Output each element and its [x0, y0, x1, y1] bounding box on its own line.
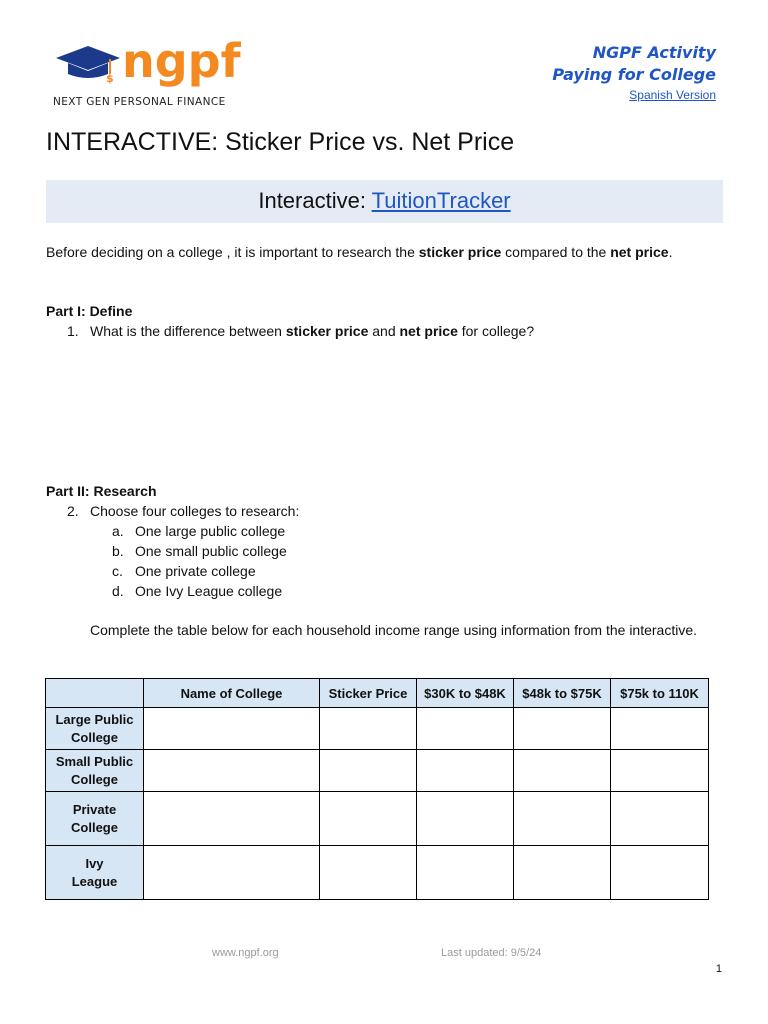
- page-number: 1: [715, 963, 722, 975]
- banner-prefix: Interactive:: [258, 188, 372, 213]
- part2-heading: Part II: Research: [46, 483, 157, 499]
- table-cell[interactable]: [514, 846, 611, 900]
- list-letter: a.: [112, 523, 124, 539]
- research-table: [45, 678, 709, 900]
- intro-paragraph: [46, 242, 716, 262]
- column-header-75k-110k: $75k to 110K: [611, 679, 709, 708]
- interactive-banner: [46, 180, 723, 223]
- row-header-line: College: [71, 771, 118, 787]
- column-header-48k-75k: $48k to $75K: [514, 679, 611, 708]
- table-cell[interactable]: [611, 750, 709, 792]
- table-cell[interactable]: [514, 750, 611, 792]
- row-header-line: League: [71, 873, 118, 889]
- graduation-cap-icon: [52, 40, 122, 84]
- table-cell[interactable]: [320, 750, 417, 792]
- table-cell[interactable]: [417, 846, 514, 900]
- question-sticker-price: sticker price: [285, 323, 369, 339]
- column-header-name: Name of College: [144, 679, 320, 708]
- question-1: [90, 321, 534, 341]
- svg-text:$: $: [106, 72, 114, 84]
- column-header-30k-48k: $30K to $48K: [417, 679, 514, 708]
- tuitiontracker-link[interactable]: TuitionTracker: [371, 188, 511, 213]
- intro-text: compared to the: [501, 244, 611, 260]
- question-2: Choose four colleges to research:: [90, 503, 300, 519]
- table-row: [46, 708, 709, 750]
- table-header-corner: [46, 679, 144, 708]
- table-cell[interactable]: [514, 792, 611, 846]
- table-cell[interactable]: [144, 750, 320, 792]
- list-letter: c.: [112, 563, 123, 579]
- table-row: [46, 792, 709, 846]
- table-cell[interactable]: [417, 750, 514, 792]
- table-cell[interactable]: [611, 792, 709, 846]
- list-letter: b.: [112, 543, 124, 559]
- row-header-line: Small Public: [55, 753, 134, 769]
- activity-label: NGPF Activity: [592, 43, 716, 62]
- intro-text: .: [668, 244, 673, 260]
- row-header-ivy-league: [46, 846, 144, 900]
- footer-updated: Last updated: 9/5/24: [441, 947, 542, 959]
- table-row: [46, 750, 709, 792]
- intro-net-price: net price: [610, 244, 669, 260]
- question-text: What is the difference between: [90, 323, 286, 339]
- table-cell[interactable]: [144, 846, 320, 900]
- list-item: One small public college: [135, 543, 287, 559]
- spanish-version-link[interactable]: Spanish Version: [629, 88, 716, 102]
- ngpf-logo: [52, 34, 252, 110]
- activity-header: [552, 42, 716, 103]
- table-cell[interactable]: [320, 792, 417, 846]
- table-row: [46, 846, 709, 900]
- table-cell[interactable]: [611, 846, 709, 900]
- question-net-price: net price: [399, 323, 458, 339]
- list-item: One Ivy League college: [135, 583, 283, 599]
- table-cell[interactable]: [514, 708, 611, 750]
- table-cell[interactable]: [417, 792, 514, 846]
- row-header-private: [46, 792, 144, 846]
- row-header-line: College: [71, 819, 118, 835]
- list-letter: d.: [112, 583, 124, 599]
- part1-heading: Part I: Define: [46, 303, 133, 319]
- list-item: One large public college: [135, 523, 286, 539]
- row-header-line: Large Public: [55, 711, 134, 727]
- intro-text: Before deciding on a college , it is important to research the: [46, 244, 419, 260]
- row-header-line: Ivy: [85, 855, 104, 871]
- table-instructions: Complete the table below for each household income range using information from the interactive.: [90, 622, 698, 638]
- question-number: 2.: [67, 503, 79, 519]
- footer-site: www.ngpf.org: [212, 947, 279, 959]
- logo-tagline: NEXT GEN PERSONAL FINANCE: [53, 96, 226, 108]
- intro-sticker-price: sticker price: [418, 244, 502, 260]
- question-number: 1.: [67, 323, 79, 339]
- row-header-small-public: [46, 750, 144, 792]
- table-header-row: [46, 679, 709, 708]
- table-cell[interactable]: [320, 708, 417, 750]
- row-header-line: College: [71, 729, 118, 745]
- activity-topic: Paying for College: [552, 65, 716, 84]
- table-cell[interactable]: [320, 846, 417, 900]
- table-cell[interactable]: [417, 708, 514, 750]
- list-item: One private college: [135, 563, 256, 579]
- table-cell[interactable]: [144, 792, 320, 846]
- row-header-line: Private: [72, 801, 117, 817]
- page-title: INTERACTIVE: Sticker Price vs. Net Price: [46, 128, 515, 156]
- logo-wordmark: ngpf: [122, 34, 241, 88]
- column-header-sticker-price: Sticker Price: [320, 679, 417, 708]
- question-text: and: [368, 323, 400, 339]
- question-text: for college?: [457, 323, 535, 339]
- row-header-large-public: [46, 708, 144, 750]
- table-cell[interactable]: [611, 708, 709, 750]
- table-cell[interactable]: [144, 708, 320, 750]
